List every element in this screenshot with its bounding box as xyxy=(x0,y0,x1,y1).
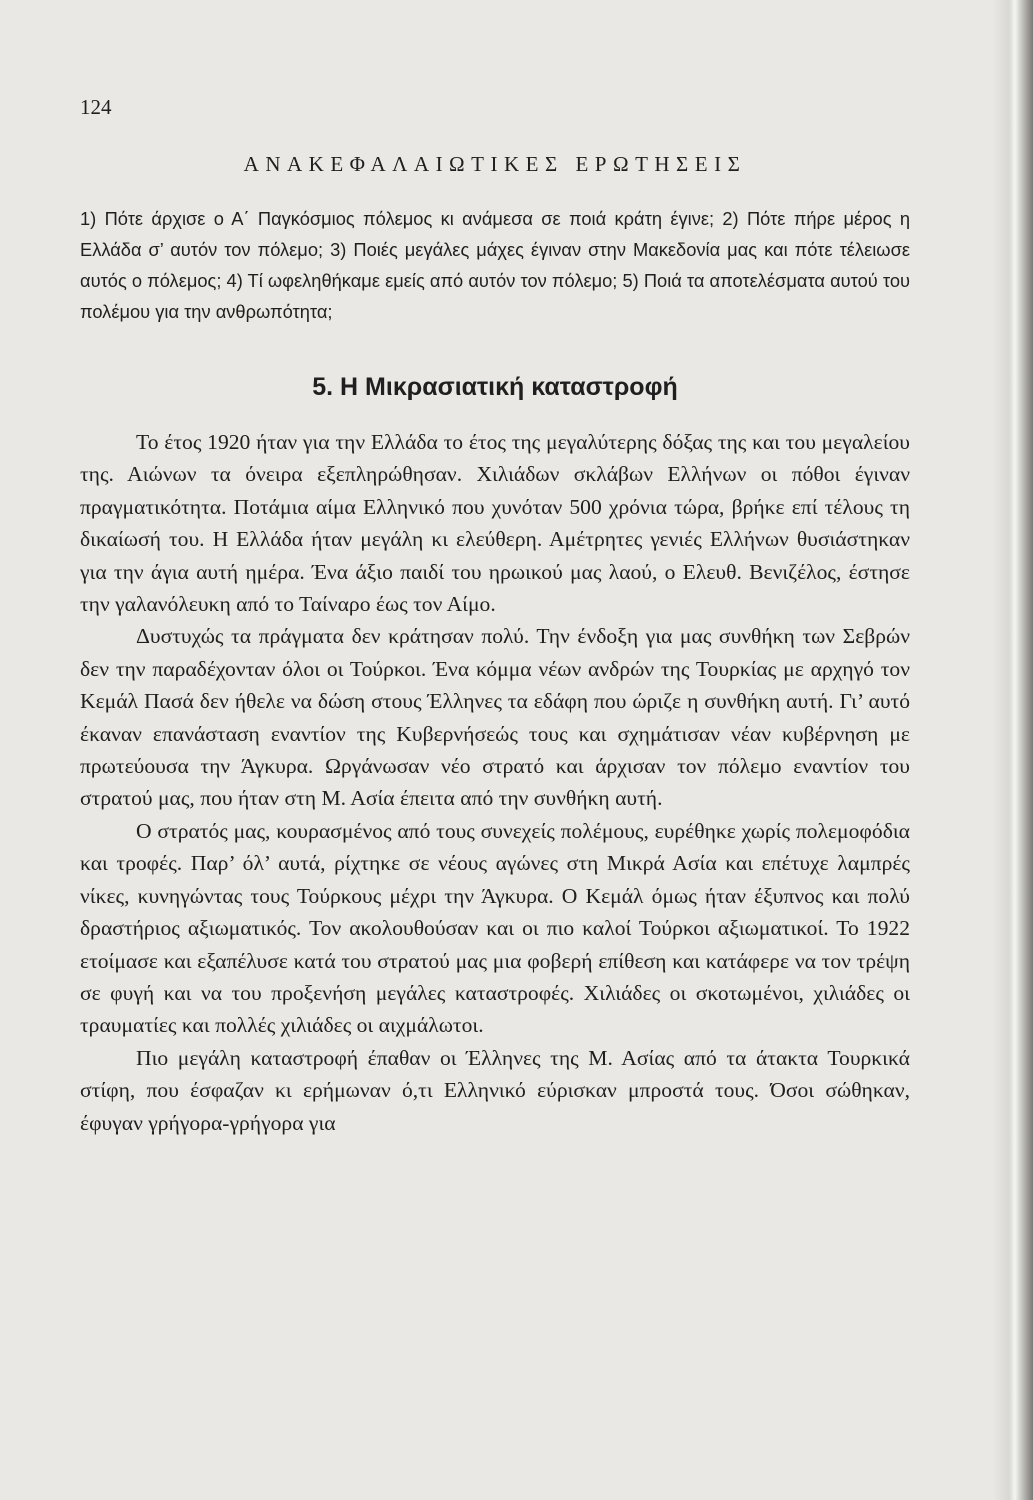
book-page xyxy=(80,95,910,1139)
body-paragraph-1: Το έτος 1920 ήταν για την Ελλάδα το έτος της μεγαλύτερης δόξας της και του μεγαλείου της. Αιώνων τα όνειρα εξεπληρώθησαν. Χιλιάδων σκλάβων Ελλήνων οι πόθοι έγιναν πραγματικότητα. Ποτάμια αίμα Ελληνικό που χυνόταν 500 χρόνια τώρα, βρήκε επί τέλους τη δικαίωσή του. Η Ελλάδα ήταν μεγάλη κι ελεύθερη. Αμέτρητες γενιές Ελλήνων θυσιάστηκαν για την άγια αυτή ημέρα. Ένα άξιο παιδί του ηρωικού μας λαού, ο Ελευθ. Βενιζέλος, έστησε την γαλανόλευκη από το Ταίναρο έως τον Αίμο. xyxy=(80,430,910,617)
scanner-edge-shadow xyxy=(993,0,1033,1500)
review-questions: 1) Πότε άρχισε ο Α΄ Παγκόσμιος πόλεμος κι ανάμεσα σε ποιά κράτη έγινε; 2) Πότε πήρε μέρος η Ελλάδα σ’ αυτόν τον πόλεμο; 3) Ποιές μεγάλες μάχες έγιναν στην Μακεδονία μας και πότε τέλειωσε αυτός ο πόλεμος; 4) Τί ωφεληθήκαμε εμείς από αυτόν τον πόλεμο; 5) Ποιά τα αποτελέσματα αυτού του πολέμου για την ανθρωπότητα; xyxy=(80,208,910,322)
page-number: 124 xyxy=(80,95,112,119)
body-paragraph-4: Πιο μεγάλη καταστροφή έπαθαν οι Έλληνες της Μ. Ασίας από τα άτακτα Τουρκικά στίφη, που έσφαζαν κι ερήμωναν ό,τι Ελληνικό εύρισκαν μπροστά τους. Όσοι σώθηκαν, έφυγαν γρήγορα-γρήγορα για xyxy=(80,1045,910,1135)
review-questions-heading: ΑΝΑΚΕΦΑΛΑΙΩΤΙΚΕΣ ΕΡΩΤΗΣΕΙΣ xyxy=(243,152,747,176)
body-paragraph-3: Ο στρατός μας, κουρασμένος από τους συνεχείς πολέμους, ευρέθηκε χωρίς πολεμοφόδια και τροφές. Παρ’ όλ’ αυτά, ρίχτηκε σε νέους αγώνες στη Μικρά Ασία και επέτυχε λαμπρές νίκες, κυνηγώντας τους Τούρκους μέχρι την Άγκυρα. Ο Κεμάλ όμως ήταν έξυπνος και πολύ δραστήριος αξιωματικός. Τον ακολουθούσαν και οι πιο καλοί Τούρκοι αξιωματικοί. Το 1922 ετοίμασε και εξαπέλυσε κατά του στρατού μας μια φοβερή επίθεση και κατάφερε να τον τρέψη σε φυγή και να του προξενήση μεγάλες καταστροφές. Χιλιάδες οι σκοτωμένοι, χιλιάδες οι τραυματίες και πολλές χιλιάδες οι αιχμάλωτοι. xyxy=(80,818,910,1038)
body-paragraph-2: Δυστυχώς τα πράγματα δεν κράτησαν πολύ. Την ένδοξη για μας συνθήκη των Σεβρών δεν την παραδέχονταν όλοι οι Τούρκοι. Ένα κόμμα νέων ανδρών της Τουρκίας με αρχηγό τον Κεμάλ Πασά δεν ήθελε να δώση στους Έλληνες τα εδάφη που ώριζε η συνθήκη αυτή. Γι’ αυτό έκαναν επανάσταση εναντίον της Κυβερνήσεώς τους και σχημάτισαν νέαν κυβέρνηση με πρωτεύουσα την Άγκυρα. Ωργάνωσαν νέο στρατό και άρχισαν τον πόλεμο εναντίον του στρατού μας, που ήταν στη Μ. Ασία έπειτα από την συνθήκη αυτή. xyxy=(80,624,910,811)
chapter-title: 5. Η Μικρασιατική καταστροφή xyxy=(312,373,678,401)
